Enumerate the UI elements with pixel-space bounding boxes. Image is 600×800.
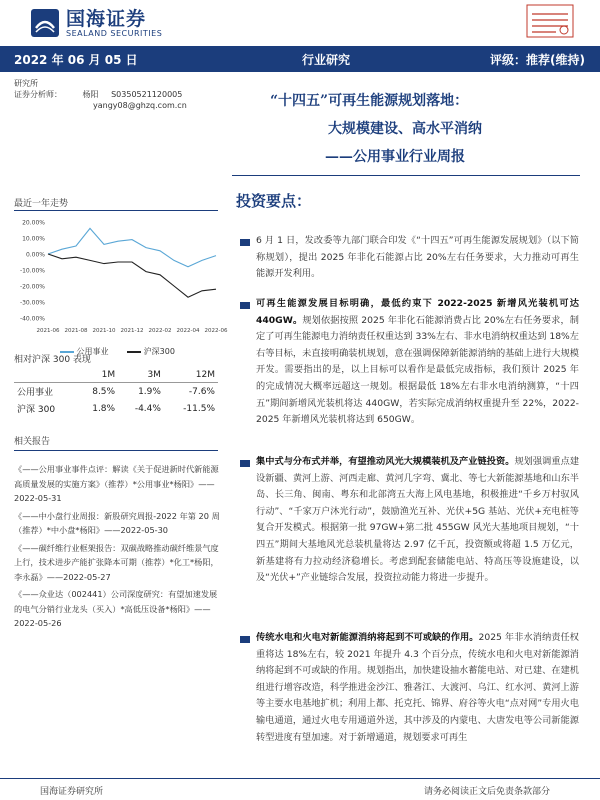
series-line-csi300 xyxy=(48,254,216,297)
list-item[interactable]: 《——中小盘行业周报：新股研究周报-2022 年第 20 周（推荐）*中小盘*杨阳》——2022-05-30 xyxy=(14,510,220,535)
brand-logo xyxy=(30,8,162,38)
bullet-square-icon xyxy=(240,302,250,309)
keypoint-paragraph-4 xyxy=(256,630,579,776)
keypoint-paragraph-3 xyxy=(256,454,579,587)
trend-chart xyxy=(12,214,228,344)
perf-cell: -7.6% xyxy=(188,386,215,397)
perf-col-1m: 1M xyxy=(101,370,116,380)
certification-stamp-icon xyxy=(526,4,574,38)
report-category: 行业研究 xyxy=(302,53,351,67)
x-tick-label: 2021-12 xyxy=(120,328,144,334)
footer-left: 国海证券研究所 xyxy=(40,787,104,797)
bullet-square-icon xyxy=(240,636,250,643)
perf-cell: 1.9% xyxy=(138,386,161,397)
report-subtitle: ——公用事业行业周报 xyxy=(325,149,465,165)
y-tick-label: -10.00% xyxy=(19,267,45,275)
report-date: 2022 年 06 月 05 日 xyxy=(14,53,138,67)
table-row xyxy=(14,383,218,401)
y-tick-label: -30.00% xyxy=(19,299,45,307)
analyst-role: 证券分析师： xyxy=(14,90,62,99)
perf-col-3m: 3M xyxy=(147,370,161,380)
analyst-name: 杨阳 xyxy=(82,90,99,99)
y-tick-label: 20.00% xyxy=(22,219,45,227)
perf-col-12m: 12M xyxy=(195,370,215,380)
keypoints-heading: 投资要点： xyxy=(236,192,312,210)
x-tick-label: 2022-06 xyxy=(204,328,228,334)
legend-label-csi300: 沪深300 xyxy=(143,347,175,356)
keypoint-text-1: 6 月 1 日，发改委等九部门联合印发《“十四五”可再生能源发展规划》（以下简称规划），提出 2025 年非化石能源占比 20%左右任务要求，大力推动可再生能源开发利用。 xyxy=(256,235,579,280)
list-item[interactable]: 《——众业达（002441）公司深度研究：有望加速发展的电气分销行业龙头（买入）*高低压设备*杨阳》——2022-05-26 xyxy=(14,589,218,628)
analyst-dept: 研究所 xyxy=(14,79,38,88)
perf-col-label xyxy=(14,368,77,383)
performance-heading: 相对沪深 300 表现 xyxy=(14,355,91,365)
y-tick-label: 10.00% xyxy=(22,235,45,243)
report-rating: 评级：推荐(维持) xyxy=(490,53,585,67)
analyst-license: S0350521120005 xyxy=(111,90,183,99)
list-item[interactable]: 《——公用事业事件点评：解读《关于促进新时代新能源高质量发展的实施方案》（推荐）*公用事业*杨阳》——2022-05-31 xyxy=(14,464,219,503)
perf-row-name: 沪深 300 xyxy=(17,405,56,415)
perf-cell: 1.8% xyxy=(92,403,116,414)
performance-header-row xyxy=(14,368,218,383)
bullet-square-icon xyxy=(240,239,250,246)
analyst-info xyxy=(14,78,187,111)
keypoint-paragraph-2 xyxy=(256,296,579,429)
keypoint-text-4: 2025 年非水消纳责任权重将达 18%左右，较 2021 年提升 4.3 个百分点，传统水电和火电对新能源消纳将起到不可或缺的作用。规划指出，加快建设抽水蓄能电站、对已建、在建机组进行增容改造，科学推进金沙江、雅砻江、大渡河、乌江、红水河、黄河上游等主要水电基地扩机；利用上都、托克托、锦界、府谷等火电“点对网”专用火电输电通道，通过火电专用通道外送，其中涉及的内蒙电、大唐发电等公司新能源转型进度有望加速。对于新增通道，规划要求可再生 xyxy=(256,632,579,743)
related-heading: 相关报告 xyxy=(14,437,51,447)
y-tick-label: -40.00% xyxy=(19,315,45,323)
logo-en: SEALAND SECURITIES xyxy=(66,28,163,38)
footer-right: 请务必阅读正文后免责条款部分 xyxy=(424,787,551,797)
y-tick-label: 0.00% xyxy=(25,251,45,259)
x-tick-label: 2021-06 xyxy=(36,328,60,334)
keypoint-bold-2: 可再生能源发展目标明确，最低约束下 2022-2025 新增风光装机可达 440GW。 xyxy=(256,298,579,326)
series-line-utility xyxy=(48,228,216,266)
x-tick-label: 2022-02 xyxy=(148,328,172,334)
related-reports-list xyxy=(14,462,220,634)
keypoint-bold-4: 传统水电和火电对新能源消纳将起到不可或缺的作用。 xyxy=(256,632,479,643)
footer-divider xyxy=(0,778,600,779)
title-divider xyxy=(232,175,580,176)
sealand-logo-icon xyxy=(30,8,60,38)
bullet-square-icon xyxy=(240,460,250,467)
trend-heading: 最近一年走势 xyxy=(14,199,69,209)
perf-cell: -4.4% xyxy=(134,403,161,414)
perf-cell: -11.5% xyxy=(183,403,215,414)
table-row xyxy=(14,400,218,417)
legend-swatch-csi300 xyxy=(127,351,141,353)
report-title-line2: 大规模建设、高水平消纳 xyxy=(328,121,482,137)
trend-divider xyxy=(14,210,218,211)
report-header-bar xyxy=(0,46,600,72)
y-tick-label: -20.00% xyxy=(19,283,45,291)
x-tick-label: 2022-04 xyxy=(176,328,200,334)
perf-row-name: 公用事业 xyxy=(17,388,54,398)
keypoint-text-2: 规划依据按照 2025 年非化石能源消费占比 20%左右任务要求，制定了可再生能源电力消纳责任权重达到 33%左右、非水电消纳权重达到 18%左右等目标，未直接明确装机规划，意在强调保障新能源消纳的基础上进行大规模开发。需要指出的是，以上目标可以看作是最低完成指标，我们预计 2025 年的完成情况大概率远超这一规划。根据最低 18%左右非水电消纳测算，“十四五”期间新增风光装机将达 440GW，若实际完成消纳权重提升至 22%，2022-2025 年新增风光装机将达到 650GW。 xyxy=(256,314,579,426)
legend-label-utility: 公用事业 xyxy=(76,347,109,356)
keypoint-paragraph-1 xyxy=(256,233,579,283)
x-tick-label: 2021-10 xyxy=(92,328,116,334)
keypoint-bold-3: 集中式与分布式并举，有望推动风光大规模装机及产业链投资。 xyxy=(256,456,515,467)
performance-table xyxy=(14,368,218,417)
analyst-email[interactable]: yangy08@ghzq.com.cn xyxy=(93,101,187,110)
logo-cn: 国海证券 xyxy=(66,7,147,30)
keypoint-text-3: 规划强调重点建设新疆、黄河上游、河西走廊、黄河几字弯、冀北、等七大新能源基地和山东半岛、长三角、闽南、粤东和北部湾五大海上风电基地，积极推进“千乡万村驭风行动”、“千家万户沐光行动”，鼓励渔光互补、光伏+5G 基站、光伏+充电桩等复合开发模式。根据第一批 97GW+第二批 455GW 风光大基地项目规划，“十四五”期间大基地风光总装机量将达 2.97 亿千瓦，投资额或将超 1.5 万亿元，新基建将有力拉动经济稳增长。考虑到配套储能电站、特高压等设施建设，以及“光伏+”产业链综合发展，投资拉动能力将进一步提升。 xyxy=(256,456,580,584)
report-title-line1: “十四五”可再生能源规划落地： xyxy=(270,93,469,109)
x-tick-label: 2021-08 xyxy=(64,328,88,334)
related-divider xyxy=(14,450,218,451)
perf-cell: 8.5% xyxy=(92,386,116,397)
list-item[interactable]: 《——碳纤维行业框架报告：双碳战略推动碳纤维景气度上行，技术进步产能扩张降本可期（推荐）*化工*杨阳，李永磊》——2022-05-27 xyxy=(14,542,219,582)
